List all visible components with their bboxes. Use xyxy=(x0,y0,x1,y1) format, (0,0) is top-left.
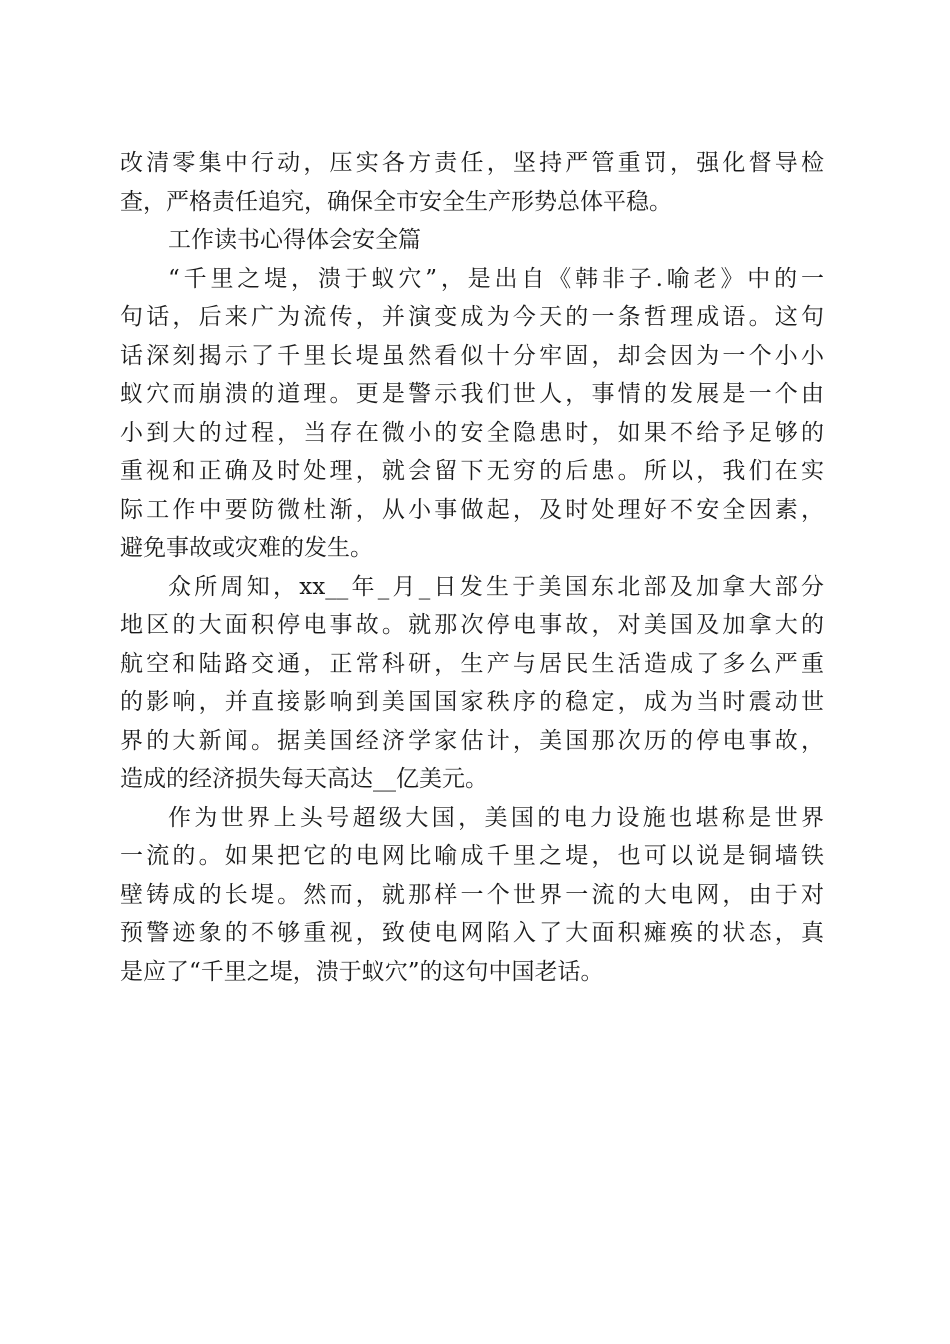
text-line: 预警迹象的不够重视，致使电网陷入了大面积瘫痪的状态，真 xyxy=(120,920,824,946)
text-line: 避免事故或灾难的发生。 xyxy=(120,535,373,561)
text-line: 地区的大面积停电事故。就那次停电事故，对美国及加拿大的 xyxy=(120,612,824,638)
text-line: 壁铸成的长堤。然而，就那样一个世界一流的大电网，由于对 xyxy=(120,881,824,908)
text-line: 造成的经济损失每天高达__亿美元。 xyxy=(120,766,488,792)
text-line: 是应了“千里之堤，溃于蚁穴”的这句中国老话。 xyxy=(120,958,604,985)
text-line: 话深刻揭示了千里长堤虽然看似十分牢固，却会因为一个小小 xyxy=(120,342,824,369)
text-line: 重视和正确及时处理，就会留下无穷的后患。所以，我们在实 xyxy=(120,458,824,484)
section-heading: 工作读书心得体会安全篇 xyxy=(168,227,421,253)
text-line: 作为世界上头号超级大国，美国的电力设施也堪称是世界 xyxy=(168,804,824,831)
text-line: 的影响，并直接影响到美国国家秩序的稳定，成为当时震动世 xyxy=(120,689,824,715)
text-line: 航空和陆路交通，正常科研，生产与居民生活造成了多么严重 xyxy=(120,650,824,677)
text-line: 蚁穴而崩溃的道理。更是警示我们世人，事情的发展是一个由 xyxy=(120,381,824,407)
text-line: 一流的。如果把它的电网比喻成千里之堤，也可以说是铜墙铁 xyxy=(120,843,824,869)
document-page xyxy=(120,144,824,991)
text-line: 改清零集中行动，压实各方责任，坚持严管重罚，强化督导检 xyxy=(120,150,824,176)
text-line: 小到大的过程，当存在微小的安全隐患时，如果不给予足够的 xyxy=(120,419,824,446)
text-line: 查，严格责任追究，确保全市安全生产形势总体平稳。 xyxy=(120,188,672,215)
text-line: 众所周知，xx__年_月_日发生于美国东北部及加拿大部分 xyxy=(168,573,824,600)
text-line: 际工作中要防微杜渐，从小事做起，及时处理好不安全因素， xyxy=(120,496,824,523)
text-line: 界的大新闻。据美国经济学家估计，美国那次历的停电事故， xyxy=(120,727,824,754)
text-line: “千里之堤，溃于蚁穴”，是出自《韩非子.喻老》中的一 xyxy=(168,265,824,292)
text-line: 句话，后来广为流传，并演变成为今天的一条哲理成语。这句 xyxy=(120,304,824,330)
